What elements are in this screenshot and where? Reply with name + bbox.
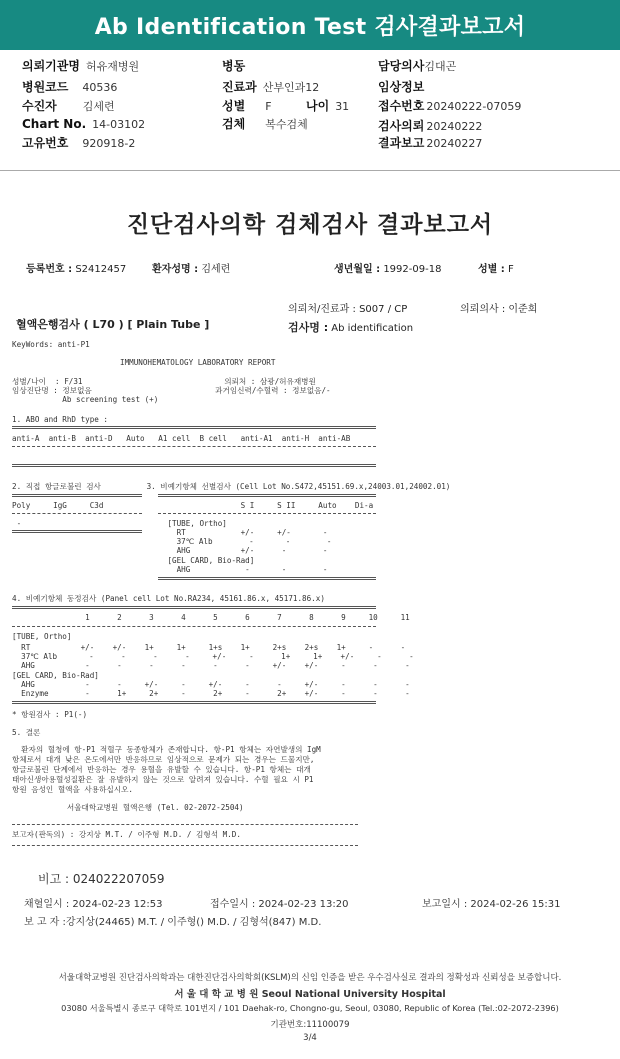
header-specimen: 검체 복수검체 — [222, 117, 308, 131]
report-line: Ab screening test (+) — [12, 395, 159, 404]
report-title: 진단검사의학 검체검사 결과보고서 — [126, 212, 494, 238]
header-ward: 병동 — [222, 59, 246, 73]
screening-row: RT +/- +/- - — [12, 528, 328, 537]
title-banner — [0, 0, 620, 50]
panel-row: AHG - - +/- - +/- - - +/- - - - — [12, 680, 410, 689]
panel-row: RT +/- +/- 1+ 1+ 1+s 1+ 2+s 2+s 1+ - - — [12, 643, 406, 652]
conclusion-text: 항체로서 대개 낮은 온도에서만 반응하므로 임상적으로 문제가 되는 경우는 드물지만, — [12, 755, 315, 764]
screening-row: AHG +/- - - — [12, 546, 328, 555]
section-dat-title: 2. 직접 항글로불린 검사 3. 비예기항체 선별검사 (Cell Lot No.S472,45151.69.x,24003.01,24002.01) — [12, 482, 451, 491]
section-abo-title: 1. ABO and RhD type : — [12, 415, 109, 424]
divider — [12, 606, 376, 609]
divider — [12, 824, 358, 825]
request-dept: 의뢰처/진료과 : S007 / CP — [288, 304, 408, 315]
panel-row: [GEL CARD, Bio-Rad] — [12, 671, 99, 680]
conclusion-text: 항글로불린 단계에서 반응하는 경우 용혈을 유발할 수 있습니다. 항-P1 항체는 대개 — [12, 765, 311, 774]
hospital-address: 03080 서울특별시 종로구 대학로 101번지 / 101 Daehak-ro, Chongno-gu, Seoul, 03080, Republic of Korea (Tel.:02-2072-2396) — [61, 1003, 559, 1013]
antigen-test: * 항원검사 : P1(-) — [12, 710, 88, 719]
divider — [158, 577, 376, 580]
divider — [12, 513, 142, 514]
report-line: 임상진단명 : 정보없음 과거임신력/수혈력 : 정보없음/- — [12, 386, 331, 395]
section-identification-title: 4. 비예기항체 동정검사 (Panel cell Lot No.RA234, 45161.86.x, 45171.86.x) — [12, 594, 325, 603]
abo-header: anti-A anti-B anti-D Auto A1 cell B cell anti-A1 anti-H anti-AB — [12, 434, 351, 443]
report-time: 보고일시 : 2024-02-26 15:31 — [422, 899, 561, 910]
divider — [12, 701, 376, 704]
hospital-name: 서 울 대 학 교 병 원 Seoul National University Hospital — [174, 989, 446, 1000]
header-physician: 담당의사김대곤 — [378, 59, 457, 73]
conclusion-text: 환자의 혈청에 항-P1 적혈구 동종항체가 존재합니다. 항-P1 항체는 자연발생의 IgM — [12, 745, 321, 754]
divider — [12, 426, 376, 429]
header-divider — [0, 170, 620, 171]
panel-row: 37℃ Alb - - - - +/- - 1+ 1+ +/- - - — [12, 652, 414, 661]
note: 비고 : 024022207059 — [38, 872, 165, 886]
test-name: 검사명 : Ab identification — [288, 321, 414, 334]
header-unique-no: 고유번호 920918-2 — [22, 136, 136, 150]
header-request-date: 검사의뢰 20240222 — [378, 119, 483, 133]
lab-report-heading: IMMUNOHEMATOLOGY LABORATORY REPORT — [120, 358, 276, 367]
screening-row: - [TUBE, Ortho] — [12, 519, 227, 528]
certification-note: 서울대학교병원 진단검사의학과는 대한진단검사의학회(KSLM)의 신임 인증을 받은 우수검사실로 결과의 정확성과 신뢰성을 보증합니다. — [58, 973, 562, 983]
header-patient: 수진자 김세련 — [22, 99, 115, 113]
panel-header: 1 2 3 4 5 6 7 8 9 10 11 — [12, 613, 410, 622]
header-clinical-info: 임상정보 — [378, 80, 425, 94]
conclusion-text: 항원 음성인 혈액을 사용하십시오. — [12, 785, 133, 794]
test-group: 혈액은행검사 ( L70 ) [ Plain Tube ] — [16, 318, 210, 331]
panel-row: [TUBE, Ortho] — [12, 632, 72, 641]
blood-bank-contact: 서울대학교병원 혈액은행 (Tel. 02-2072-2504) — [12, 803, 244, 812]
header-hospital: 의뢰기관명 허유재병원 — [22, 59, 140, 73]
header-report-date: 결과보고 20240227 — [378, 136, 483, 150]
conclusion-title: 5. 결론 — [12, 728, 41, 737]
divider — [158, 513, 376, 514]
header-age: 나이 31 — [306, 99, 350, 113]
collect-time: 채혈일시 : 2024-02-23 12:53 — [24, 899, 163, 910]
reporter-line: 보고자(판독의) : 강지상 M.T. / 이주형 M.D. / 김형석 M.D. — [12, 830, 241, 839]
banner-title: Ab Identification Test 검사결과보고서 — [94, 15, 526, 40]
patient-sex: 성별 : F — [478, 264, 514, 275]
header-department: 진료과 산부인과12 — [222, 80, 320, 94]
header-sex: 성별 F — [222, 99, 272, 113]
divider — [12, 494, 142, 497]
keywords: KeyWords: anti-P1 — [12, 340, 90, 349]
header-hospital-code: 병원코드 40536 — [22, 80, 118, 94]
divider — [12, 626, 376, 627]
request-doctor: 의뢰의사 : 이준희 — [460, 304, 538, 315]
panel-row: Enzyme - 1+ 2+ - 2+ - 2+ +/- - - - — [12, 689, 410, 698]
receive-time: 접수일시 : 2024-02-23 13:20 — [210, 899, 349, 910]
reporter: 보 고 자 :강지상(24465) M.T. / 이주형() M.D. / 김형석(847) M.D. — [24, 917, 322, 928]
divider — [12, 845, 358, 846]
reg-no: 등록번호 : S2412457 — [26, 264, 127, 275]
screening-row: [GEL CARD, Bio-Rad] — [12, 556, 255, 565]
page-number: 3/4 — [303, 1033, 317, 1043]
divider — [12, 464, 376, 467]
screening-header: Poly IgG C3d S I S II Auto Di-a — [12, 501, 374, 510]
header-accession-no: 접수번호 20240222-07059 — [378, 99, 522, 113]
patient-name: 환자성명 : 김세련 — [152, 264, 231, 275]
divider — [158, 494, 376, 497]
header-chart-no: Chart No. 14-03102 — [22, 117, 146, 131]
report-line: 성별/나이 : F/31 의뢰처 : 삼광/허유재병원 — [12, 377, 316, 386]
screening-row: AHG - - - — [12, 565, 328, 574]
screening-row: 37℃ Alb - - - — [12, 537, 332, 546]
birth-date: 생년월일 : 1992-09-18 — [334, 264, 442, 275]
institution-code: 기관번호:11100079 — [270, 1020, 350, 1030]
divider — [12, 446, 376, 447]
conclusion-text: 태아신생아용혈성질환은 잘 유발하지 않는 것으로 알려져 있습니다. 수혈 필요 시 P1 — [12, 775, 314, 784]
panel-row: AHG - - - - - - +/- +/- - - - — [12, 661, 410, 670]
